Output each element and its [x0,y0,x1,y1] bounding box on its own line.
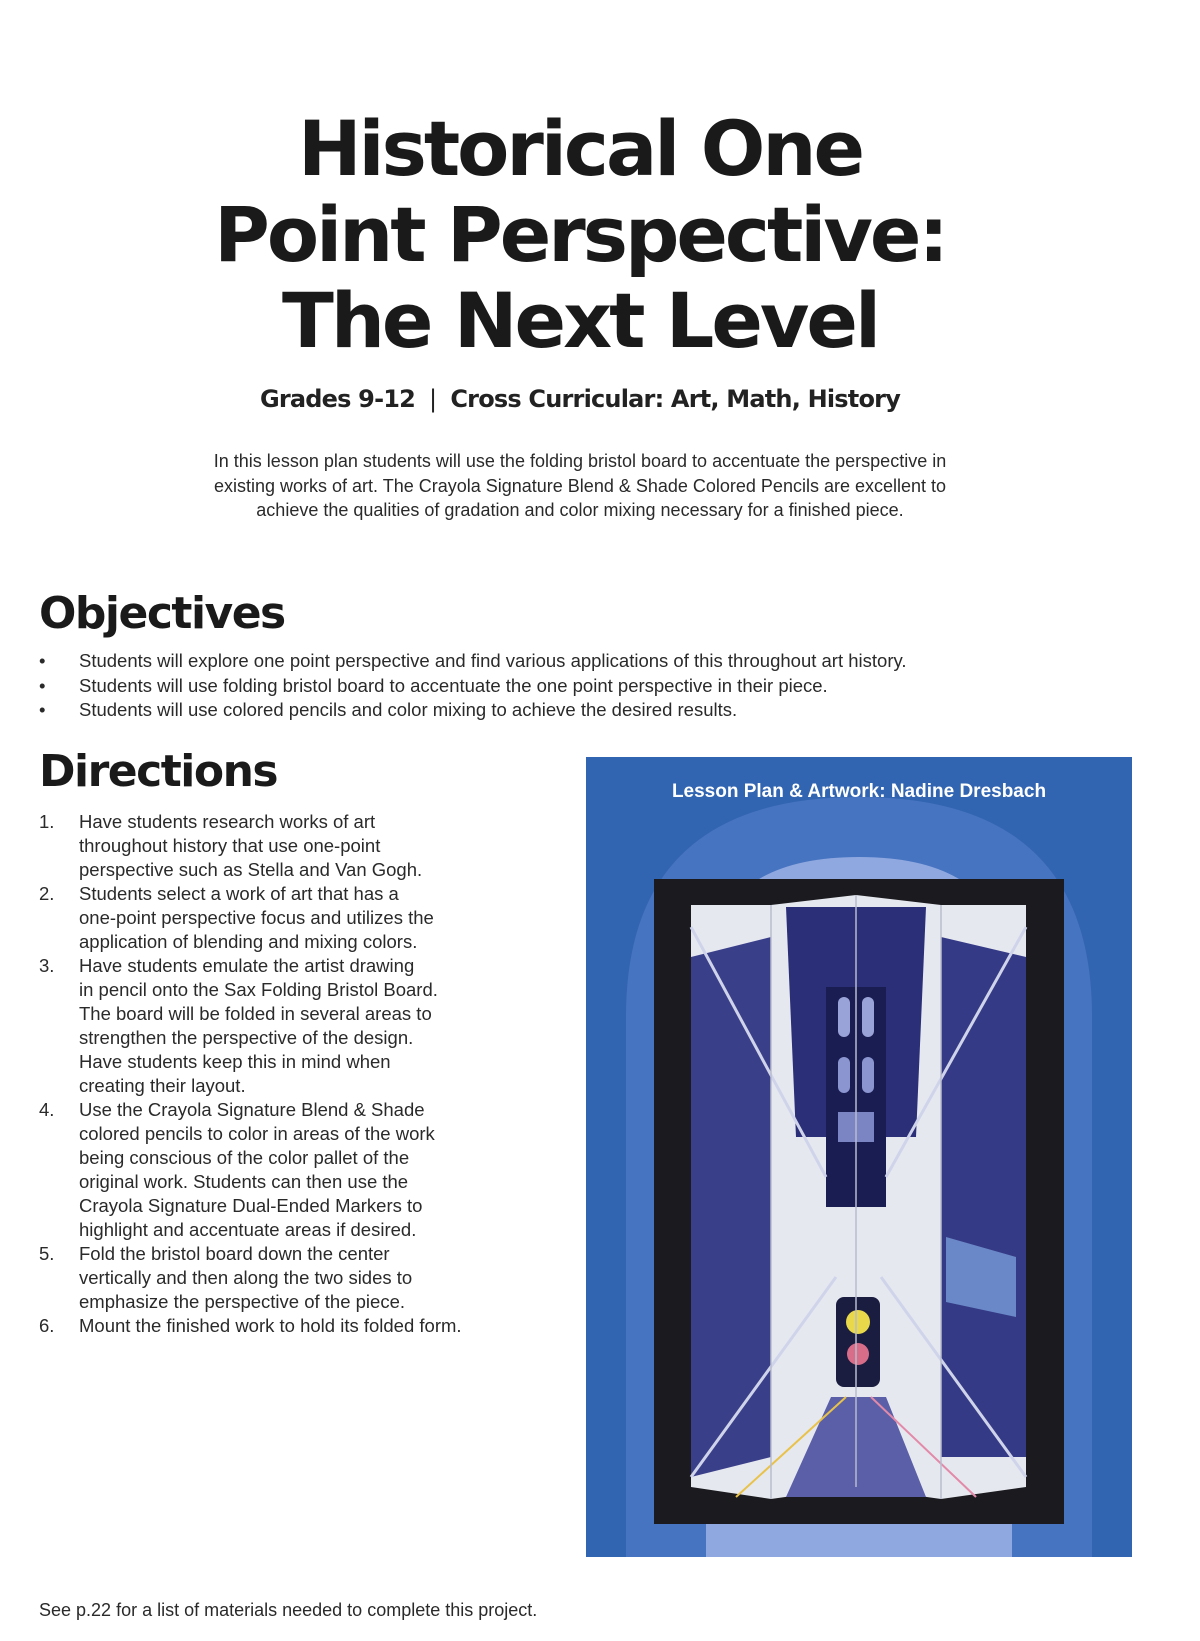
traffic-light-red [847,1343,869,1365]
step-line: Have students emulate the artist drawing [79,955,415,976]
step-line: being conscious of the color pallet of the [79,1147,410,1168]
step-line: one-point perspective focus and utilizes the [79,907,434,928]
intro-paragraph [180,449,980,523]
step-line: throughout history that use one-point [79,835,381,856]
objectives-list [39,649,1039,723]
left-navy-panel [691,937,771,1477]
traffic-light-yellow [846,1310,870,1334]
list-item [39,1098,539,1242]
artwork-credit: Lesson Plan & Artwork: Nadine Dresbach [671,781,1047,802]
page-title [0,106,1160,364]
step-line: application of blending and mixing colors. [79,931,418,952]
title-line: Point Perspective: [214,190,946,279]
step-line: Use the Crayola Signature Blend & Shade [79,1099,425,1120]
tower-window [862,997,874,1037]
list-item: • Students will use folding bristol board to accentuate the one point perspective in their piece. [39,674,1039,699]
step-line: Mount the finished work to hold its folded form. [79,1315,462,1336]
step-line: Fold the bristol board down the center [79,1243,390,1264]
intro-line: In this lesson plan students will use the folding bristol board to accentuate the perspective in [213,451,947,471]
artwork-photo [586,757,1132,1557]
list-item [39,1242,539,1314]
step-line: strengthen the perspective of the design. [79,1027,414,1048]
step-number: 6. [39,1315,55,1336]
list-item [39,810,539,882]
step-line: creating their layout. [79,1075,246,1096]
step-line: in pencil onto the Sax Folding Bristol Board. [79,979,438,1000]
subtitle-separator: | [429,385,437,413]
step-number: 5. [39,1243,55,1264]
intro-line: existing works of art. The Crayola Signature Blend & Shade Colored Pencils are excellent to [213,475,947,496]
artwork-illustration [586,757,1132,1557]
directions-list [39,810,539,1338]
step-line: emphasize the perspective of the piece. [79,1291,405,1312]
step-line: highlight and accentuate areas if desired. [79,1219,417,1240]
list-item [39,1314,539,1338]
tower-window [838,1057,850,1093]
step-line: vertically and then along the two sides to [79,1267,413,1288]
list-item [39,954,539,1098]
step-line: Crayola Signature Dual-Ended Markers to [79,1195,423,1216]
list-item [39,882,539,954]
footer-note: See p.22 for a list of materials needed to complete this project. [39,1600,538,1620]
step-number: 2. [39,883,55,904]
tower-window [838,997,850,1037]
curricular-label: Cross Curricular: Art, Math, History [450,385,901,413]
list-item: • Students will use colored pencils and color mixing to achieve the desired results. [39,698,1039,723]
title-line: The Next Level [281,276,879,365]
directions-heading: Directions [39,746,278,797]
objectives-heading: Objectives [39,588,285,639]
step-line: colored pencils to color in areas of the work [79,1123,435,1144]
step-number: 1. [39,811,55,832]
step-line: original work. Students can then use the [79,1171,409,1192]
step-line: perspective such as Stella and Van Gogh. [79,859,423,880]
tower-window [862,1057,874,1093]
step-line: The board will be folded in several areas to [79,1003,432,1024]
step-number: 4. [39,1099,55,1120]
step-number: 3. [39,955,55,976]
step-line: Have students keep this in mind when [79,1051,391,1072]
title-line: Historical One [297,104,863,193]
list-item: • Students will explore one point perspective and find various applications of this throughout art history. [39,649,1039,674]
step-line: Have students research works of art [79,811,376,832]
step-line: Students select a work of art that has a [79,883,399,904]
subtitle [0,385,1160,413]
grades-label: Grades 9-12 [259,385,416,413]
intro-line: achieve the qualities of gradation and color mixing necessary for a finished piece. [256,500,904,520]
